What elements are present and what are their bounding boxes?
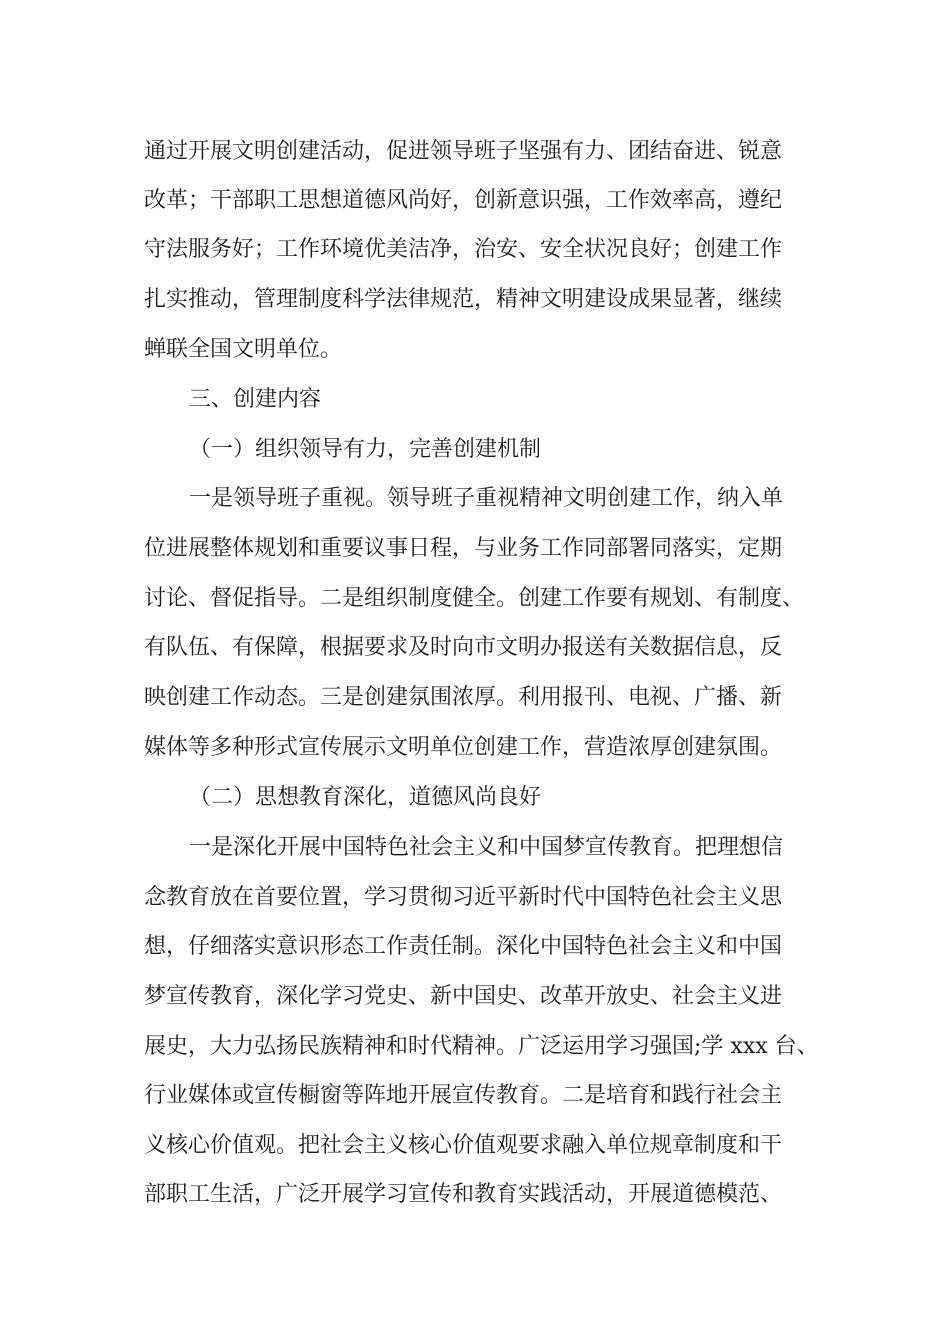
text-line: 位进展整体规划和重要议事日程，与业务工作同部署同落实，定期 [144,536,783,561]
text-line: 扎实推动，管理制度科学法律规范，精神文明建设成果显著，继续 [144,287,783,312]
text-line: 通过开展文明创建活动，促进领导班子坚强有力、团结奋进、锐意 [144,139,783,164]
text-line: 有队伍、有保障，根据要求及时向市文明办报送有关数据信息，反 [144,635,783,660]
text-line: 映创建工作动态。三是创建氛围浓厚。利用报刊、电视、广播、新 [144,685,783,710]
text-line: 梦宣传教育，深化学习党史、新中国史、改革开放史、社会主义进 [144,984,783,1009]
text-line: 一是领导班子重视。领导班子重视精神文明创建工作，纳入单 [189,486,784,511]
subsection-heading: （一）组织领导有力，完善创建机制 [189,437,542,462]
subsection-heading: （二）思想教育深化，道德风尚良好 [189,785,542,810]
text-line: 义核心价值观。把社会主义核心价值观要求融入单位规章制度和干 [144,1133,783,1158]
text-line: 讨论、督促指导。二是组织制度健全。创建工作要有规划、有制度、 [144,586,805,611]
text-line: 改革；干部职工思想道德风尚好，创新意识强，工作效率高，遵纪 [144,188,783,213]
text-line: 蝉联全国文明单位。 [144,337,343,362]
text-line: 一是深化开展中国特色社会主义和中国梦宣传教育。把理想信 [189,835,784,860]
text-line: 媒体等多种形式宣传展示文明单位创建工作，营造浓厚创建氛围。 [144,735,783,760]
text-line: 展史，大力弘扬民族精神和时代精神。广泛运用学习强国;学 xxx 台、 [144,1034,819,1059]
text-line: 守法服务好；工作环境优美洁净，治安、安全状况良好；创建工作 [144,237,783,262]
text-line: 部职工生活，广泛开展学习宣传和教育实践活动，开展道德模范、 [144,1182,783,1207]
section-heading: 三、创建内容 [189,387,322,412]
text-line: 想，仔细落实意识形态工作责任制。深化中国特色社会主义和中国 [144,934,783,959]
text-line: 行业媒体或宣传橱窗等阵地开展宣传教育。二是培育和践行社会主 [144,1083,783,1108]
text-line: 念教育放在首要位置，学习贯彻习近平新时代中国特色社会主义思 [144,885,783,910]
